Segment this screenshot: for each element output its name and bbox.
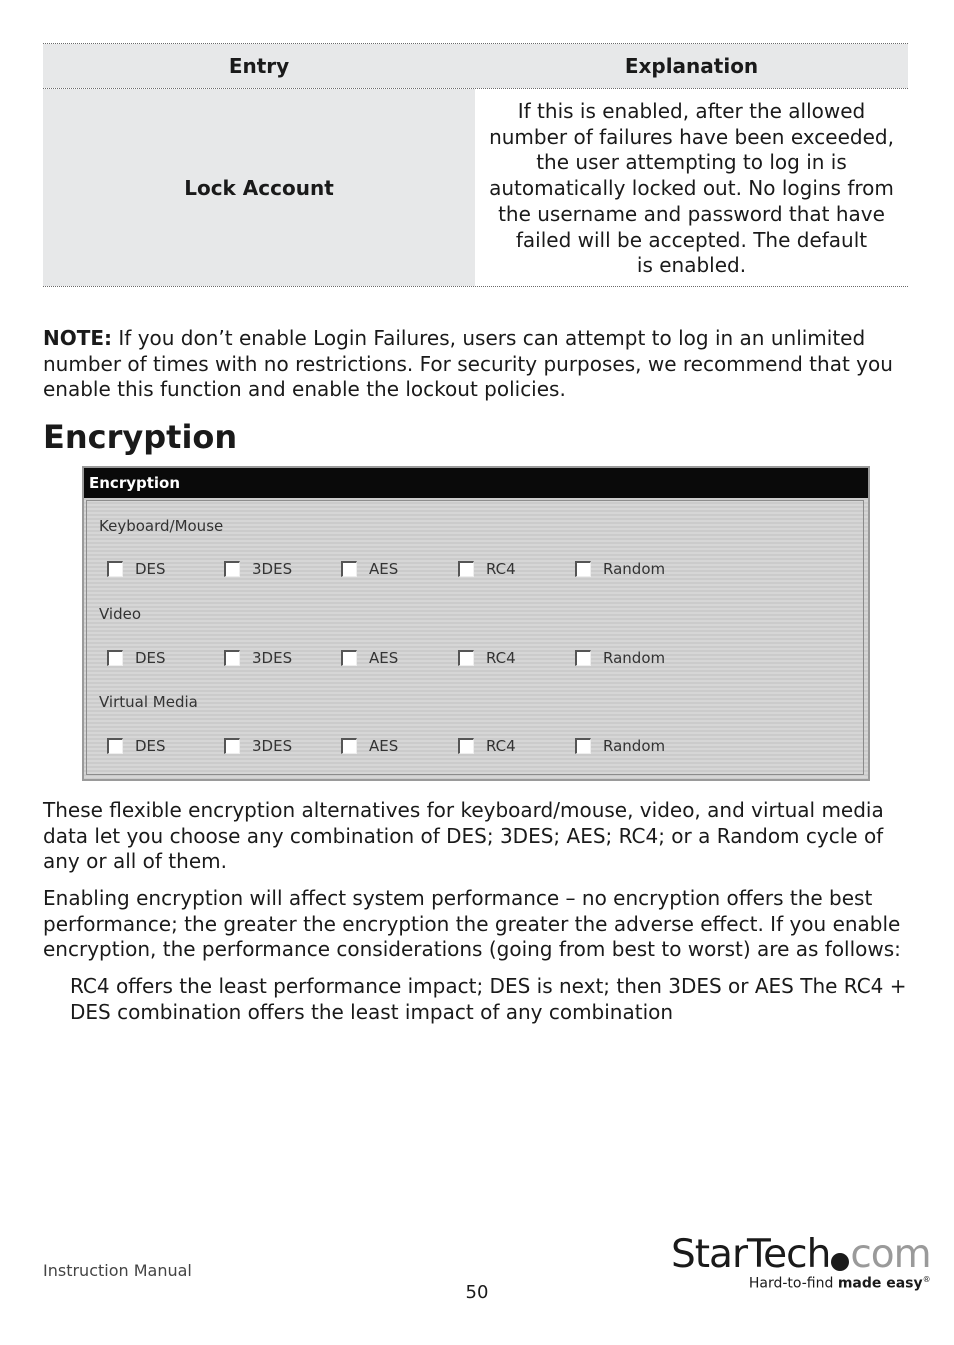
logo-wordmark xyxy=(671,1232,931,1277)
checkbox[interactable] xyxy=(575,738,591,754)
checkbox[interactable] xyxy=(341,650,357,666)
entry-cell: Lock Account xyxy=(43,89,475,286)
checkbox[interactable] xyxy=(458,738,474,754)
checkbox[interactable] xyxy=(107,650,123,666)
section-heading: Encryption xyxy=(43,418,238,456)
startech-logo xyxy=(671,1232,931,1292)
group-label-video: Video xyxy=(99,605,142,623)
table-header-row xyxy=(43,44,908,88)
checkbox[interactable] xyxy=(341,561,357,577)
note-text: If you don’t enable Login Failures, users can attempt to log in an unlimited number of times with no restrictions. For security purposes, we recommend that you enable this function and enable the lockout policies. xyxy=(43,326,893,402)
logo-com: com xyxy=(850,1232,931,1277)
encryption-panel xyxy=(82,466,870,781)
explanation-line: automatically locked out. No logins from xyxy=(489,176,894,201)
checkbox[interactable] xyxy=(458,650,474,666)
note-paragraph xyxy=(43,326,913,403)
explanation-line: the username and password that have xyxy=(498,201,885,226)
note-label: NOTE: xyxy=(43,326,113,350)
explanation-cell xyxy=(475,89,908,286)
explanation-line: the user attempting to log in is xyxy=(536,150,847,175)
checkbox[interactable] xyxy=(224,650,240,666)
table-row xyxy=(43,89,908,286)
option-video-des[interactable]: DES xyxy=(107,650,166,666)
explanation-line: number of failures have been exceeded, xyxy=(489,124,894,149)
group-label-virtual-media: Virtual Media xyxy=(99,693,198,711)
option-vm-aes[interactable]: AES xyxy=(341,738,398,754)
option-vm-des[interactable]: DES xyxy=(107,738,166,754)
header-explanation: Explanation xyxy=(624,54,759,78)
option-kbm-des[interactable]: DES xyxy=(107,561,166,577)
checkbox[interactable] xyxy=(224,738,240,754)
settings-table xyxy=(43,43,908,287)
option-video-random[interactable]: Random xyxy=(575,650,665,666)
checkbox[interactable] xyxy=(224,561,240,577)
body-paragraph-1: These flexible encryption alternatives for keyboard/mouse, video, and virtual media data let you choose any combination of DES; 3DES; AES; RC4; or a Random cycle of any or all of them. xyxy=(43,798,884,874)
footer-manual-label: Instruction Manual xyxy=(43,1261,192,1280)
option-kbm-random[interactable]: Random xyxy=(575,561,665,577)
option-kbm-3des[interactable]: 3DES xyxy=(224,561,292,577)
logo-brand: StarTech xyxy=(671,1232,831,1277)
option-vm-rc4[interactable]: RC4 xyxy=(458,738,516,754)
checkbox[interactable] xyxy=(107,561,123,577)
panel-title: Encryption xyxy=(84,468,868,498)
checkbox[interactable] xyxy=(575,650,591,666)
option-video-3des[interactable]: 3DES xyxy=(224,650,292,666)
group-label-keyboard-mouse: Keyboard/Mouse xyxy=(99,517,224,535)
logo-tagline xyxy=(671,1275,931,1292)
explanation-line: failed will be accepted. The default xyxy=(515,227,868,252)
explanation-line: is enabled. xyxy=(636,253,747,278)
header-entry: Entry xyxy=(228,54,290,78)
body-paragraph-2: Enabling encryption will affect system performance – no encryption offers the best performance; the greater the encryption the greater the adverse effect. If you enable encryption, the performance considerations (going from best to worst) are as follows: xyxy=(43,886,901,962)
page-number: 50 xyxy=(465,1282,489,1303)
option-video-aes[interactable]: AES xyxy=(341,650,398,666)
panel-body xyxy=(86,500,864,775)
option-vm-3des[interactable]: 3DES xyxy=(224,738,292,754)
explanation-line: If this is enabled, after the allowed xyxy=(517,99,866,123)
body-paragraph-3: RC4 offers the least performance impact; DES is next; then 3DES or AES The RC4 + DES combination offers the least impact of any combination xyxy=(70,974,907,1024)
option-kbm-rc4[interactable]: RC4 xyxy=(458,561,516,577)
checkbox[interactable] xyxy=(458,561,474,577)
table-bottom-rule xyxy=(43,286,908,287)
tagline-part-2: made easy xyxy=(837,1275,923,1292)
option-video-rc4[interactable]: RC4 xyxy=(458,650,516,666)
registered-mark: ® xyxy=(922,1275,931,1284)
checkbox[interactable] xyxy=(341,738,357,754)
checkbox[interactable] xyxy=(575,561,591,577)
option-kbm-aes[interactable]: AES xyxy=(341,561,398,577)
checkbox[interactable] xyxy=(107,738,123,754)
option-vm-random[interactable]: Random xyxy=(575,738,665,754)
logo-dot-icon xyxy=(831,1253,849,1271)
tagline-part-1: Hard-to-find xyxy=(748,1275,838,1292)
